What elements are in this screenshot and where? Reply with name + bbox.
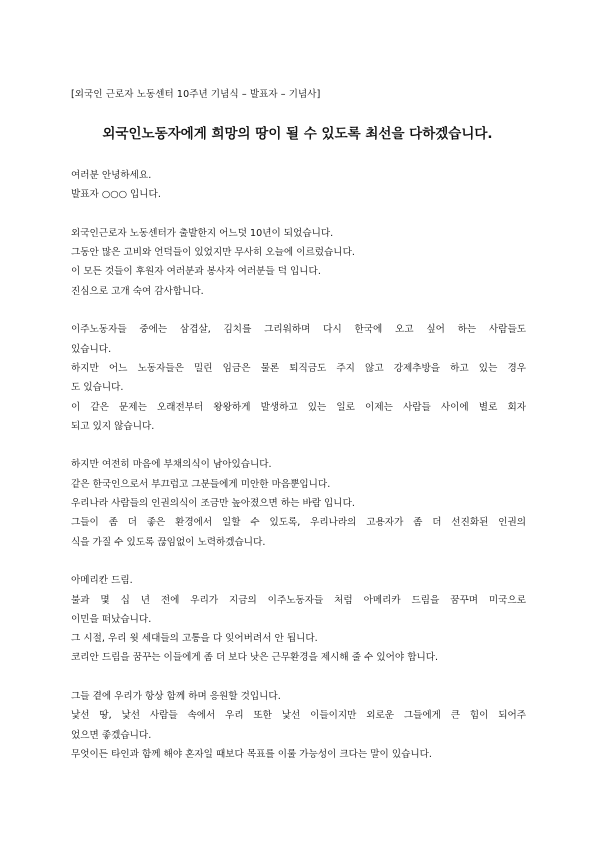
paragraph: [71, 687, 526, 764]
paragraph-line: 진심으로 고개 숙여 감사합니다.: [71, 285, 204, 297]
document-title: 외국인노동자에게 희망의 땅이 될 수 있도록 최선을 다하겠습니다.: [102, 126, 493, 142]
paragraph-line: 발표자 ○○○ 입니다.: [71, 189, 161, 201]
paragraph: [71, 166, 526, 205]
paragraph-line: 낯선 땅, 낯선 사람들 속에서 우리 또한 낯선 이들이지만 외로운 그들에게 큰 힘이 되어주: [71, 710, 526, 722]
paragraph-line: 여러분 안녕하세요.: [71, 170, 152, 181]
paragraph-line: 었으면 좋겠습니다.: [71, 729, 152, 741]
document-header-tag: [외국인 근로자 노동센터 10주년 기념식 – 발표자 – 기념사]: [71, 89, 321, 100]
paragraph-line: 우리나라 사람들의 인권의식이 조금만 높아졌으면 하는 바람 입니다.: [71, 498, 355, 510]
paragraph-line: 식을 가질 수 있도록 끊임없이 노력하겠습니다.: [71, 536, 266, 548]
paragraph-line: 이민을 떠났습니다.: [71, 613, 152, 625]
paragraph-line: 이 같은 문제는 오래전부터 왕왕하게 발생하고 있는 일로 이제는 사람들 사이에 별로 회자: [71, 401, 526, 413]
paragraph-line: 하지만 어느 노동자들은 밀린 임금은 물론 퇴직금도 주지 않고 강제추방을 하고 있는 경우: [71, 362, 526, 374]
paragraph-line: 이주노동자들 중에는 삼겹살, 김치를 그리워하며 다시 한국에 오고 싶어 하는 사람들도: [71, 324, 526, 336]
paragraph-line: 도 있습니다.: [71, 382, 124, 394]
paragraph-line: 그동안 많은 고비와 언덕들이 있었지만 무사히 오늘에 이르렀습니다.: [71, 247, 355, 259]
document-body: [71, 166, 526, 764]
paragraph-line: 아메리칸 드림.: [71, 575, 133, 587]
paragraph: [71, 320, 526, 436]
paragraph-line: 이 모든 것들이 후원자 여러분과 봉사자 여러분들 덕 입니다.: [71, 266, 321, 278]
paragraph-line: 있습니다.: [71, 343, 112, 355]
paragraph: [71, 224, 526, 301]
paragraph: [71, 571, 526, 667]
paragraph-line: 코리안 드림을 꿈꾸는 이들에게 좀 더 보다 낫은 근무환경을 제시해 줄 수 있어야 합니다.: [71, 652, 439, 664]
paragraph-line: 되고 있지 않습니다.: [71, 420, 155, 432]
paragraph-line: 그들이 좀 더 좋은 환경에서 일할 수 있도록, 우리나라의 고용자가 좀 더 선진화된 인권의: [71, 517, 526, 529]
paragraph-line: 그들 곁에 우리가 항상 함께 하며 응원할 것입니다.: [71, 691, 281, 703]
paragraph-line: 외국인근로자 노동센터가 출발한지 어느덧 10년이 되었습니다.: [71, 227, 334, 239]
paragraph: [71, 455, 526, 551]
paragraph-line: 하지만 여전히 마음에 부채의식이 남아있습니다.: [71, 459, 272, 471]
paragraph-line: 무엇이든 타인과 함께 해야 혼자일 때보다 목표를 이룰 가능성이 크다는 말이 있습니다.: [71, 748, 432, 760]
paragraph-line: 그 시절, 우리 윗 세대들의 고통을 다 잊어버려서 안 됩니다.: [71, 633, 318, 645]
paragraph-line: 같은 한국인으로서 부끄럽고 그분들에게 미안한 마음뿐입니다.: [71, 478, 331, 490]
paragraph-line: 불과 몇 십 년 전에 우리가 지금의 이주노동자들 처럼 아메리카 드림을 꿈꾸며 미국으로: [71, 594, 526, 606]
